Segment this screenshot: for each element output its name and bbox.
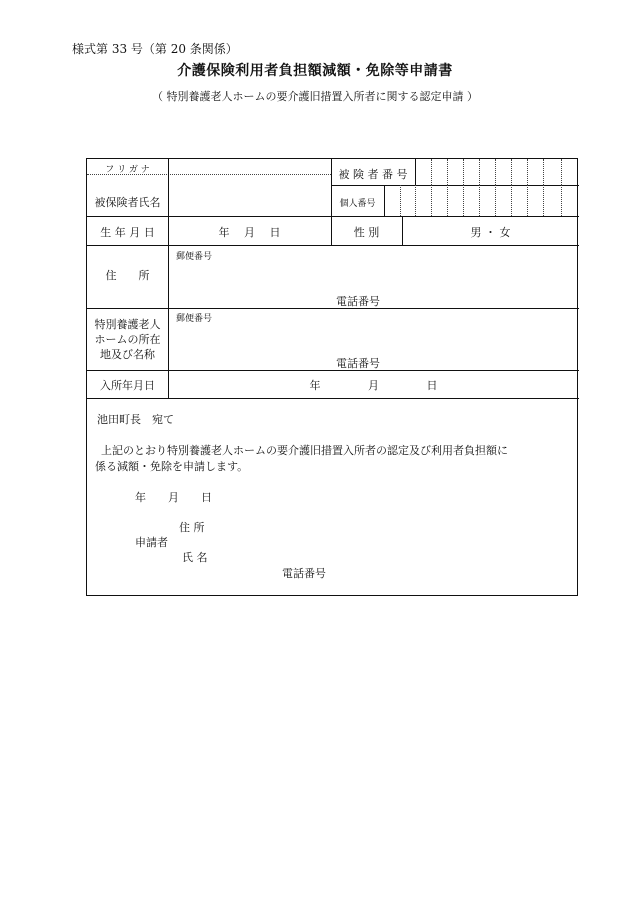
application-form-table (86, 158, 578, 596)
applicant-name-label: 氏 名 (182, 551, 208, 564)
insured-name-label: 被保険者氏名 (94, 196, 161, 209)
address-label: 住 所 (105, 269, 150, 282)
applicant-label: 申請者 (135, 536, 168, 549)
admission-date-value: 年 月 日 (309, 379, 438, 392)
personal-number-label: 個人番号 (339, 199, 376, 209)
application-date: 年 月 日 (135, 491, 212, 504)
address-phone-label: 電話番号 (336, 295, 380, 308)
gender-label: 性 別 (353, 226, 380, 239)
row-divider-5 (87, 398, 579, 399)
facility-field[interactable] (169, 309, 577, 369)
addressee: 池田町長 宛て (97, 413, 174, 426)
statement-line-2: 係る減額・免除を申請します。 (95, 460, 249, 473)
form-subtitle: （ 特別養護老人ホームの要介護旧措置入所者に関する認定申請 ） (152, 90, 478, 103)
address-postal-label: 郵便番号 (176, 252, 213, 262)
address-field[interactable] (169, 246, 577, 307)
facility-label-line1: 特別養護老人 (94, 318, 161, 331)
insured-number-field[interactable] (416, 160, 577, 184)
facility-phone-label: 電話番号 (336, 357, 380, 370)
row-divider-4 (87, 370, 579, 371)
form-number: 様式第 33 号（第 20 条関係） (72, 42, 238, 56)
facility-label-line2: ホームの所在 (94, 333, 161, 346)
facility-postal-label: 郵便番号 (176, 314, 213, 324)
statement-line-1: 上記のとおり特別養護老人ホームの要介護旧措置入所者の認定及び利用者負担額に (101, 444, 508, 457)
insured-number-label: 被 険 者 番 号 (338, 168, 408, 181)
applicant-address-label: 住 所 (179, 521, 205, 534)
admission-date-label: 入所年月日 (100, 379, 155, 392)
birth-date-label: 生 年 月 日 (100, 226, 155, 239)
facility-label-line3: 地及び名称 (100, 348, 155, 361)
facility-label (87, 317, 168, 362)
applicant-phone-label: 電話番号 (282, 567, 326, 580)
furigana-label: フ リ ガ ナ (105, 165, 150, 175)
personal-number-field[interactable] (385, 186, 577, 215)
form-title: 介護保険利用者負担額減額・免除等申請書 (177, 63, 453, 79)
insured-name-field[interactable] (169, 175, 330, 215)
birth-date-value: 年 月 日 (218, 226, 281, 239)
row-divider-1 (87, 216, 579, 217)
gender-value: 男 ・ 女 (470, 226, 511, 239)
furigana-field[interactable] (169, 160, 330, 173)
